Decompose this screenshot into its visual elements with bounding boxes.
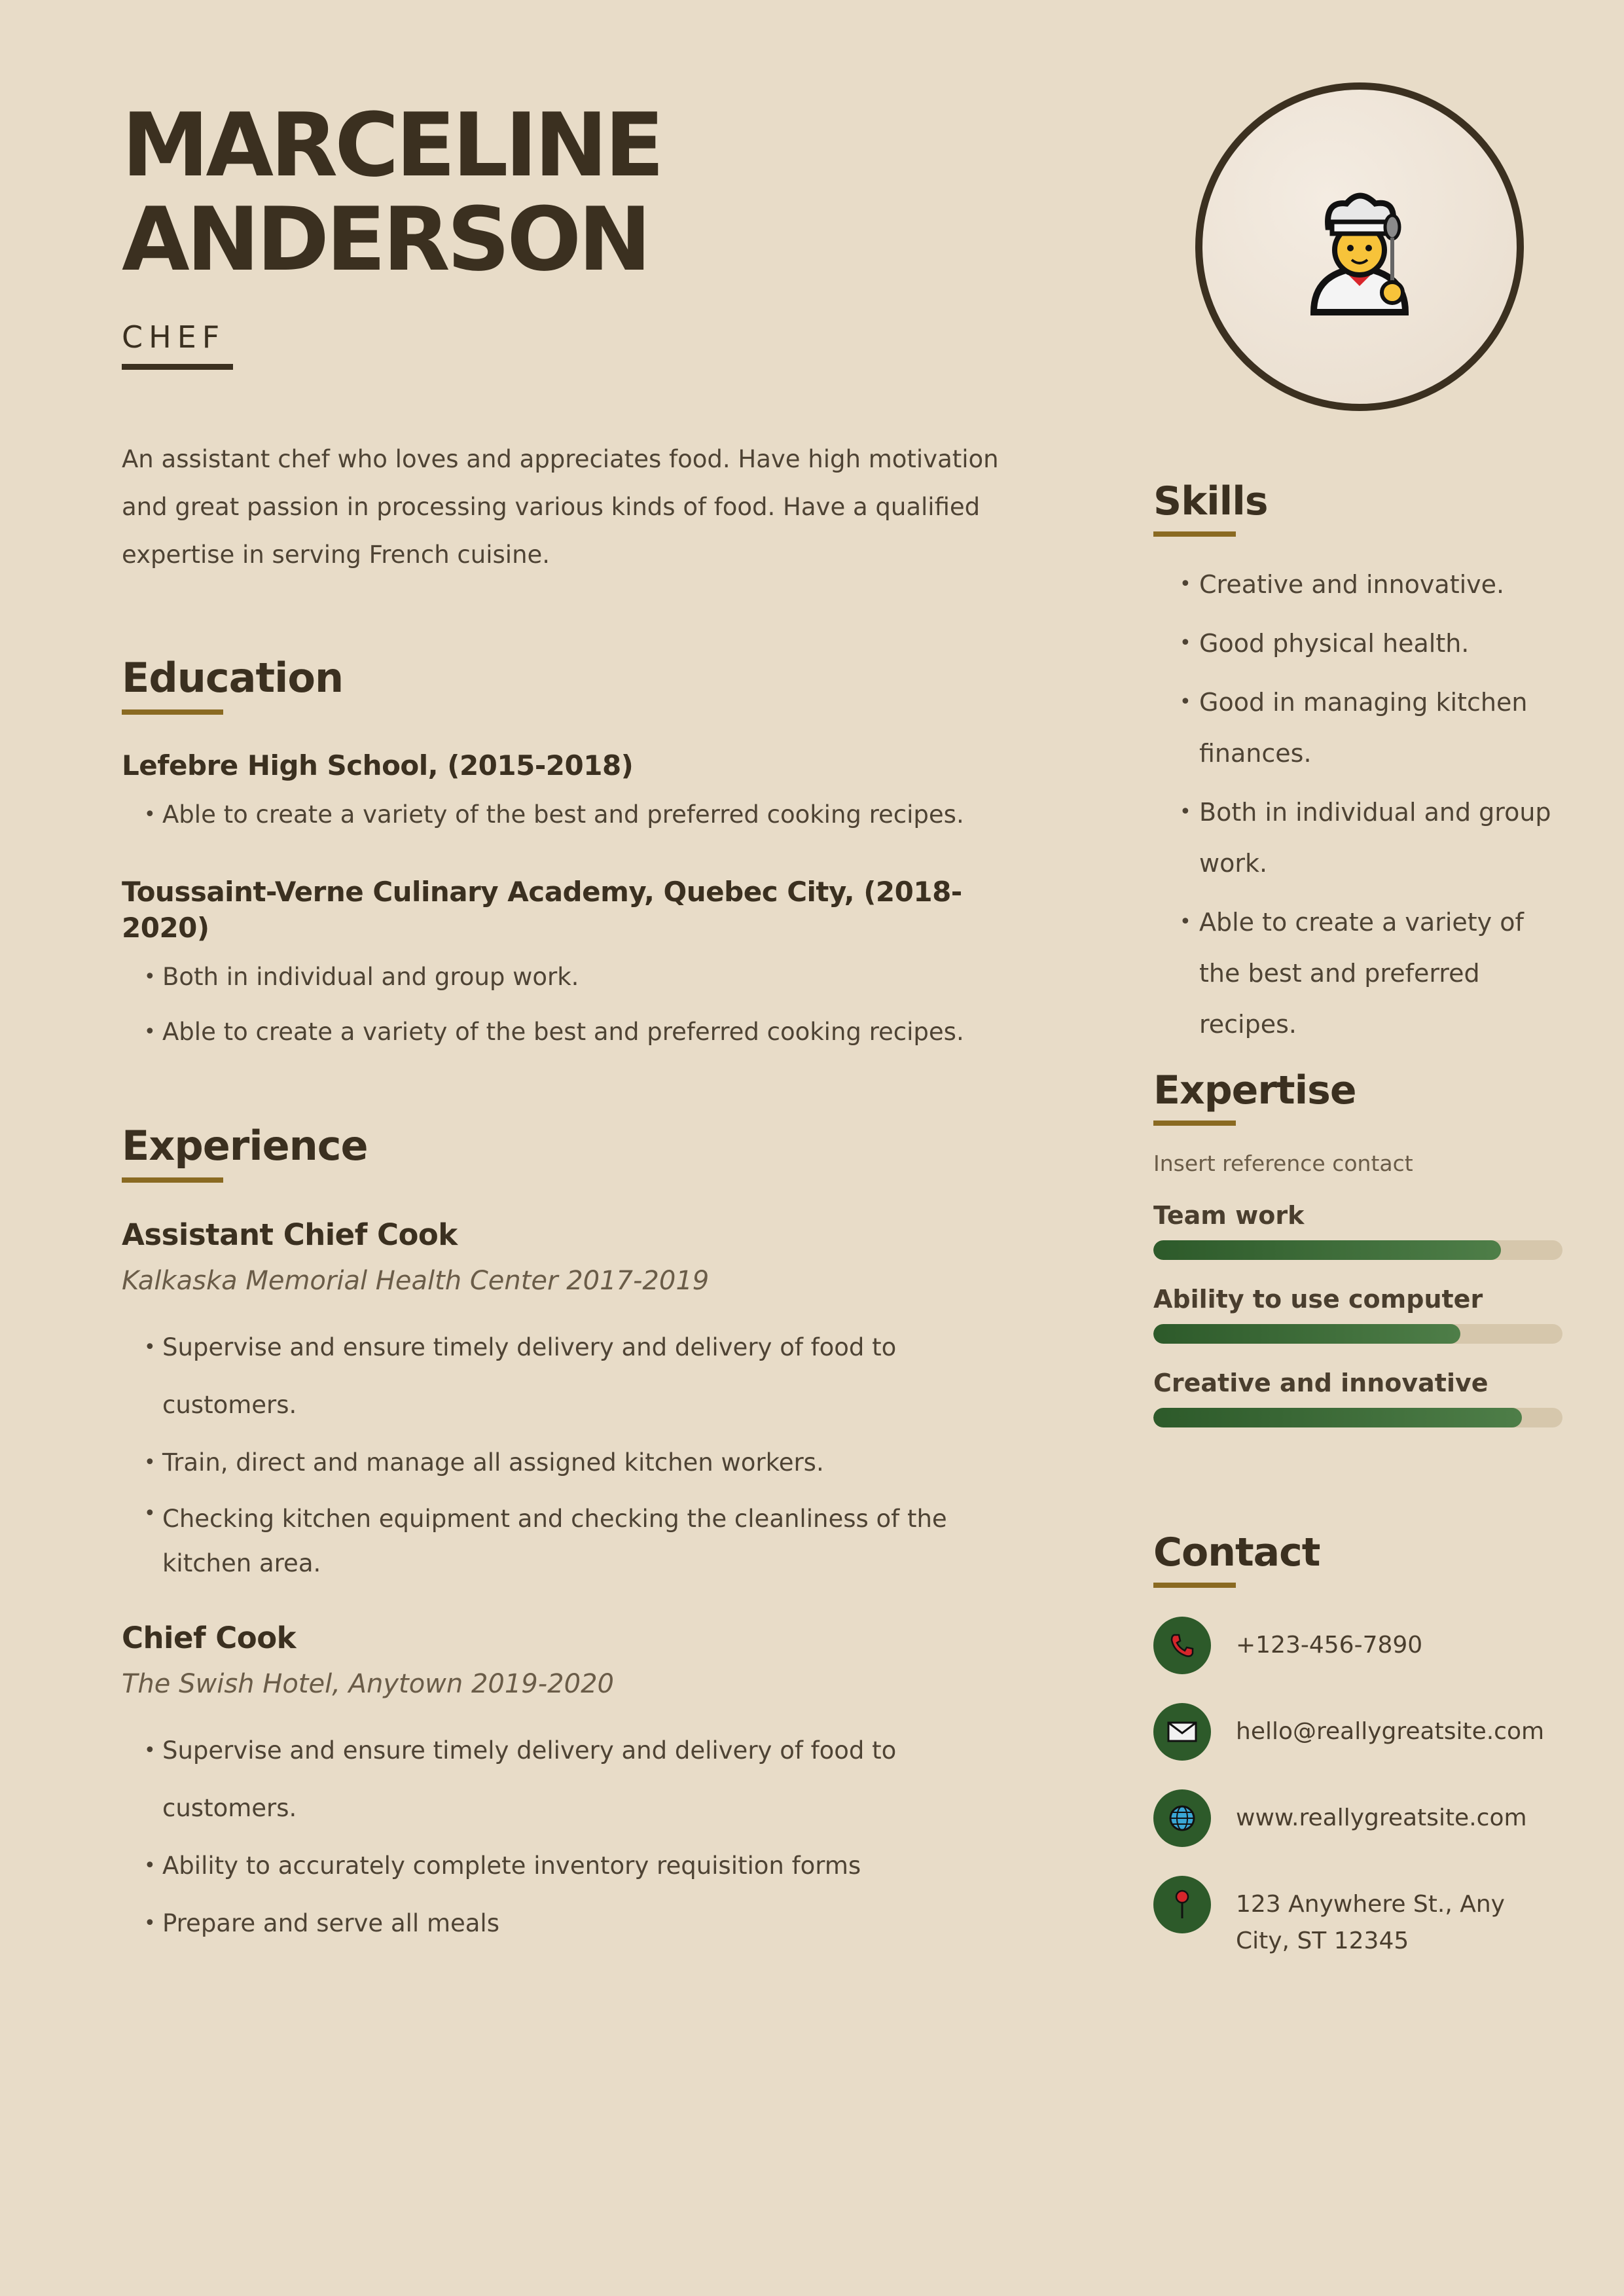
job-bullets — [122, 1319, 1025, 1586]
job-entry-title: Chief Cook — [122, 1621, 297, 1655]
expertise-item — [1153, 1201, 1562, 1260]
main-column — [122, 94, 1025, 1952]
education-item-title: Lefebre High School, (2015-2018) — [122, 749, 634, 781]
skills-underline — [1153, 531, 1236, 537]
bullet-item: • Supervise and ensure timely delivery and delivery of food to customers. — [144, 1722, 1025, 1837]
expertise-bar-track — [1153, 1240, 1562, 1260]
education-item — [122, 747, 1025, 837]
globe-icon — [1153, 1789, 1211, 1847]
name-line-1: MARCELINE — [122, 94, 662, 196]
reference-note: Insert reference contact — [1153, 1151, 1413, 1176]
expertise-bar-fill — [1153, 1408, 1522, 1427]
chef-icon — [1294, 181, 1425, 319]
contact-phone-row — [1153, 1617, 1562, 1674]
bullet-item: • Supervise and ensure timely delivery and delivery of food to customers. — [144, 1319, 1025, 1434]
education-section — [122, 652, 1025, 1054]
expertise-bar-fill — [1153, 1240, 1501, 1260]
expertise-heading: Expertise — [1153, 1067, 1356, 1113]
contact-email-row — [1153, 1703, 1562, 1761]
job-entry-place: The Swish Hotel, Anytown 2019-2020 — [122, 1669, 614, 1699]
expertise-bar-fill — [1153, 1324, 1460, 1344]
job-entry-place: Kalkaska Memorial Health Center 2017-2019 — [122, 1266, 710, 1296]
education-heading: Education — [122, 654, 344, 702]
full-name — [122, 94, 1025, 291]
contact-address: 123 Anywhere St., Any City, ST 12345 — [1236, 1891, 1505, 1954]
education-item-title: Toussaint-Verne Culinary Academy, Quebec City, (2018-2020) — [122, 876, 962, 944]
skills-list — [1153, 559, 1562, 1050]
education-item — [122, 874, 1025, 1054]
bullet-item: • Able to create a variety of the best and preferred cooking recipes. — [144, 793, 1025, 837]
expertise-underline — [1153, 1121, 1236, 1126]
contact-website-row — [1153, 1789, 1562, 1847]
contact-email[interactable]: hello@reallygreatsite.com — [1236, 1718, 1545, 1745]
job-entry — [122, 1619, 1025, 1952]
bullet-item: • Both in individual and group work. — [144, 955, 1025, 999]
experience-heading: Experience — [122, 1122, 368, 1170]
location-pin-icon — [1153, 1876, 1211, 1933]
bullet-item: • Prepare and serve all meals — [144, 1895, 1025, 1952]
education-bullets — [122, 793, 1025, 837]
skill-item: • Good physical health. — [1180, 618, 1562, 669]
expertise-section — [1153, 1064, 1562, 1427]
title-underline — [122, 364, 233, 370]
expertise-item — [1153, 1369, 1562, 1427]
skills-section — [1153, 475, 1562, 1058]
expertise-label: Ability to use computer — [1153, 1285, 1483, 1314]
job-entry — [122, 1215, 1025, 1586]
profile-summary: An assistant chef who loves and appreciates food. Have high motivation and great passion in processing various kinds of food. Have a qualified expertise in serving French cuisine. — [122, 445, 999, 569]
expertise-label: Creative and innovative — [1153, 1369, 1489, 1397]
job-entry-title: Assistant Chief Cook — [122, 1217, 458, 1252]
job-bullets — [122, 1722, 1025, 1952]
bullet-item: • Ability to accurately complete inventory requisition forms — [144, 1837, 1025, 1895]
contact-website[interactable]: www.reallygreatsite.com — [1236, 1804, 1527, 1831]
contact-phone[interactable]: +123-456-7890 — [1236, 1632, 1423, 1659]
expertise-bar-track — [1153, 1324, 1562, 1344]
bullet-item: • Checking kitchen equipment and checking the cleanliness of the kitchen area. — [144, 1492, 1025, 1586]
envelope-icon — [1153, 1703, 1211, 1761]
contact-section — [1153, 1526, 1562, 1960]
expertise-label: Team work — [1153, 1201, 1305, 1230]
experience-underline — [122, 1177, 223, 1183]
contact-heading: Contact — [1153, 1530, 1320, 1575]
bullet-item: • Train, direct and manage all assigned kitchen workers. — [144, 1434, 1025, 1492]
contact-address-row — [1153, 1876, 1562, 1960]
name-line-2: ANDERSON — [122, 188, 649, 291]
skill-item: • Good in managing kitchen finances. — [1180, 677, 1562, 779]
skill-item: • Both in individual and group work. — [1180, 787, 1562, 889]
phone-icon — [1153, 1617, 1211, 1674]
skill-item: • Creative and innovative. — [1180, 559, 1562, 610]
bullet-item: • Able to create a variety of the best and preferred cooking recipes. — [144, 1010, 1025, 1054]
experience-section — [122, 1120, 1025, 1952]
skills-heading: Skills — [1153, 478, 1268, 524]
skill-item: • Able to create a variety of the best and preferred recipes. — [1180, 897, 1562, 1050]
education-bullets — [122, 955, 1025, 1054]
expertise-item — [1153, 1285, 1562, 1344]
expertise-bar-track — [1153, 1408, 1562, 1427]
profile-photo — [1195, 82, 1524, 411]
contact-underline — [1153, 1583, 1236, 1588]
job-title: CHEF — [122, 319, 226, 355]
education-underline — [122, 709, 223, 715]
